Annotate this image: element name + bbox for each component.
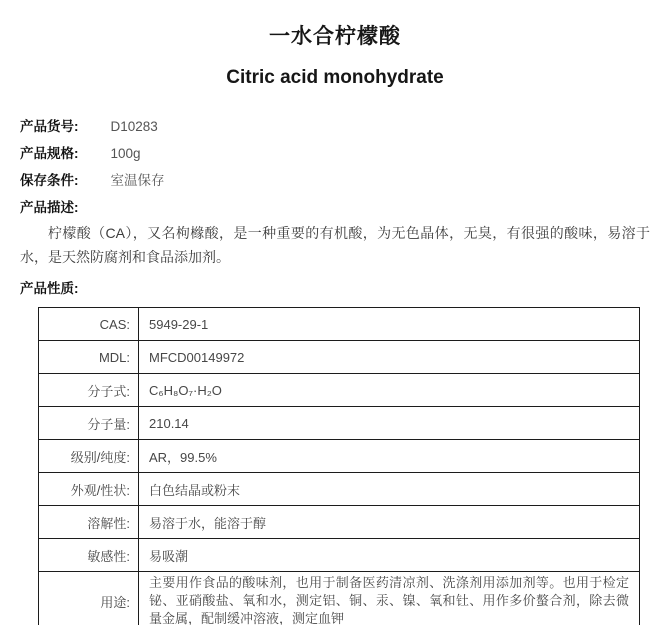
table-row-cas [39,308,640,341]
info-row-storage [20,173,650,188]
table-row-solubility [39,506,640,539]
description-section-label: 产品描述: [20,200,79,215]
table-row-appearance [39,473,640,506]
table-row-formula [39,374,640,407]
row-value-solubility: 易溶于水，能溶于醇 [139,506,640,539]
table-row-grade-purity [39,440,640,473]
row-label-usage: 用途: [39,572,139,625]
properties-table [38,307,640,625]
row-label-solubility: 溶解性: [39,506,139,539]
spec-value: 100g [110,146,141,161]
row-value-sensitivity: 易吸潮 [139,539,640,572]
item-number-label: 产品货号: [20,119,79,134]
row-label-sensitivity: 敏感性: [39,539,139,572]
row-value-cas: 5949-29-1 [139,308,640,341]
info-row-spec [20,146,650,161]
row-label-grade-purity: 级别/纯度: [39,440,139,473]
row-label-appearance: 外观/性状: [39,473,139,506]
row-value-molecular-weight: 210.14 [139,407,640,440]
product-datasheet [0,20,665,625]
row-label-formula: 分子式: [39,374,139,407]
description-paragraph: 柠檬酸（CA），又名枸橼酸，是一种重要的有机酸，为无色晶体，无臭，有很强的酸味，易溶于水，是天然防腐剂和食品添加剂。 [20,225,650,265]
info-row-item-number [20,119,650,134]
row-value-mdl: MFCD00149972 [139,341,640,374]
table-row-molecular-weight [39,407,640,440]
product-info-section [20,119,650,188]
properties-section-label: 产品性质: [20,281,79,296]
storage-label: 保存条件: [20,173,79,188]
spec-label: 产品规格: [20,146,79,161]
page-title-en: Citric acid monohydrate [226,67,444,88]
row-value-formula: C₆H₈O₇·H₂O [139,374,640,407]
table-row-mdl [39,341,640,374]
table-row-usage [39,572,640,625]
storage-value: 室温保存 [110,173,165,188]
row-value-grade-purity: AR，99.5% [139,440,640,473]
item-number-value: D10283 [110,119,158,134]
row-label-cas: CAS: [39,308,139,341]
row-value-usage: 主要用作食品的酸味剂，也用于制备医药清凉剂、洗涤剂用添加剂等。也用于检定铋、亚硝酸盐、氧和水，测定铝、铜、汞、镍、氧和钍、用作多价螯合剂，除去微量金属，配制缓冲溶液，测定血钾 [139,572,640,625]
page-title-zh: 一水合柠檬酸 [269,25,401,48]
row-value-appearance: 白色结晶或粉末 [139,473,640,506]
row-label-mdl: MDL: [39,341,139,374]
row-label-molecular-weight: 分子量: [39,407,139,440]
table-row-sensitivity [39,539,640,572]
